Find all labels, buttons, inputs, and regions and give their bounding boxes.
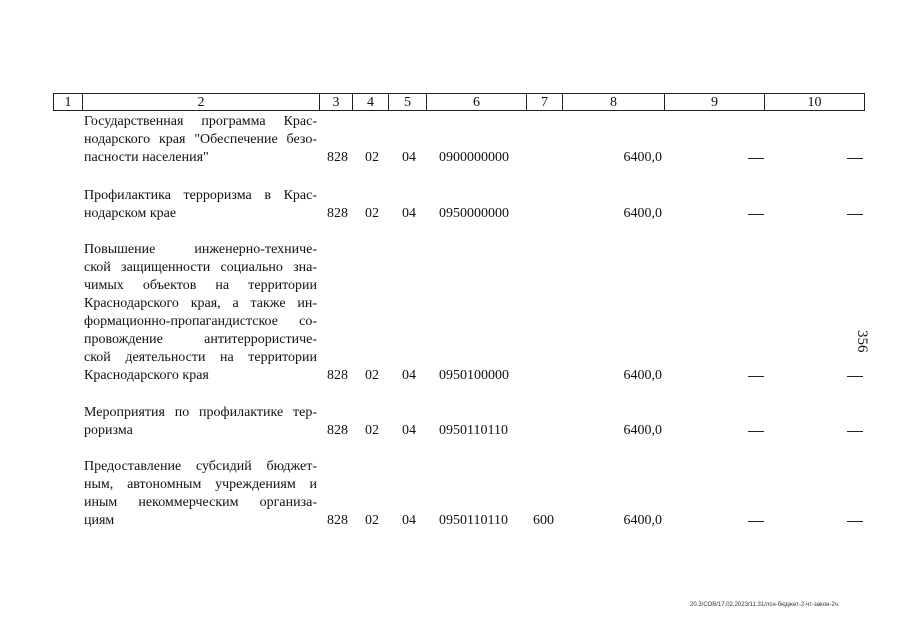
cell-col-3: 828 <box>327 206 348 221</box>
cell-col-5: 04 <box>402 206 416 221</box>
cell-col-8: 6400,0 <box>623 368 662 383</box>
cell-col-8: 6400,0 <box>623 513 662 528</box>
cell-col-6: 0900000000 <box>439 150 509 165</box>
cell-col-4: 02 <box>365 423 379 438</box>
row-name <box>84 113 317 167</box>
footer-text: 20.3/СОВ/17.02.2023/11:31/лсн-бюджет-2-чт-закон-2ч. <box>690 602 840 608</box>
row-name-line: Предоставление субсидий бюджет- <box>84 459 317 474</box>
row-name <box>84 187 317 223</box>
cell-col-5: 04 <box>402 150 416 165</box>
row-name <box>84 458 317 530</box>
header-col-1: 1 <box>54 94 83 110</box>
cell-col-3: 828 <box>327 150 348 165</box>
cell-col-8: 6400,0 <box>623 423 662 438</box>
header-col-7: 7 <box>527 94 563 110</box>
cell-col-5: 04 <box>402 368 416 383</box>
row-name-line: пасности населения" <box>84 150 209 165</box>
dash-col-9 <box>748 376 764 377</box>
cell-col-6: 0950100000 <box>439 368 509 383</box>
cell-col-8: 6400,0 <box>623 150 662 165</box>
row-name-line: ской защищенности социально зна- <box>84 260 317 275</box>
header-col-8: 8 <box>563 94 665 110</box>
cell-col-5: 04 <box>402 423 416 438</box>
cell-col-7: 600 <box>533 513 554 528</box>
dash-col-9 <box>748 158 764 159</box>
dash-col-10 <box>847 431 863 432</box>
row-name-line: Краснодарского края, а также ин- <box>84 296 317 311</box>
table-header-row <box>53 93 865 111</box>
dash-col-10 <box>847 521 863 522</box>
header-col-5: 5 <box>389 94 427 110</box>
row-name-line: ской деятельности на территории <box>84 350 317 365</box>
row-name <box>84 404 317 440</box>
header-col-10: 10 <box>807 95 822 110</box>
row-name-line: нодарского края "Обеспечение безо- <box>84 132 317 147</box>
cell-col-4: 02 <box>365 150 379 165</box>
dash-col-9 <box>748 521 764 522</box>
header-col-3: 3 <box>320 94 353 110</box>
row-name-line: Мероприятия по профилактике тер- <box>84 405 317 420</box>
row-name-line: Повышение инженерно-техниче- <box>84 242 317 257</box>
row-name-line: нодарском крае <box>84 206 177 221</box>
cell-col-4: 02 <box>365 513 379 528</box>
dash-col-10 <box>847 214 863 215</box>
row-name-line: ным, автономным учреждениям и <box>84 477 317 492</box>
cell-col-4: 02 <box>365 368 379 383</box>
header-col-9: 9 <box>665 94 765 110</box>
cell-col-6: 0950000000 <box>439 206 509 221</box>
cell-col-8: 6400,0 <box>623 206 662 221</box>
dash-col-9 <box>748 431 764 432</box>
cell-col-3: 828 <box>327 513 348 528</box>
row-name <box>84 241 317 385</box>
dash-col-10 <box>847 376 863 377</box>
row-name-line: циям <box>84 513 115 528</box>
row-name-line: иным некоммерческим организа- <box>84 495 317 510</box>
page-number: 356 <box>854 330 870 353</box>
row-name-line: Государственная программа Крас- <box>84 114 317 129</box>
dash-col-10 <box>847 158 863 159</box>
row-name-line: чимых объектов на территории <box>84 278 317 293</box>
header-col-4: 4 <box>353 94 389 110</box>
row-name-line: Профилактика терроризма в Крас- <box>84 188 317 203</box>
cell-col-4: 02 <box>365 206 379 221</box>
row-name-line: провождение антитеррористиче- <box>84 332 317 347</box>
cell-col-6: 0950110110 <box>439 423 508 438</box>
cell-col-5: 04 <box>402 513 416 528</box>
header-col-6: 6 <box>427 94 527 110</box>
row-name-line: роризма <box>84 423 133 438</box>
cell-col-6: 0950110110 <box>439 513 508 528</box>
cell-col-3: 828 <box>327 368 348 383</box>
row-name-line: формационно-пропагандистское со- <box>84 314 317 329</box>
cell-col-3: 828 <box>327 423 348 438</box>
dash-col-9 <box>748 214 764 215</box>
row-name-line: Краснодарского края <box>84 368 209 383</box>
header-col-2: 2 <box>83 94 320 110</box>
